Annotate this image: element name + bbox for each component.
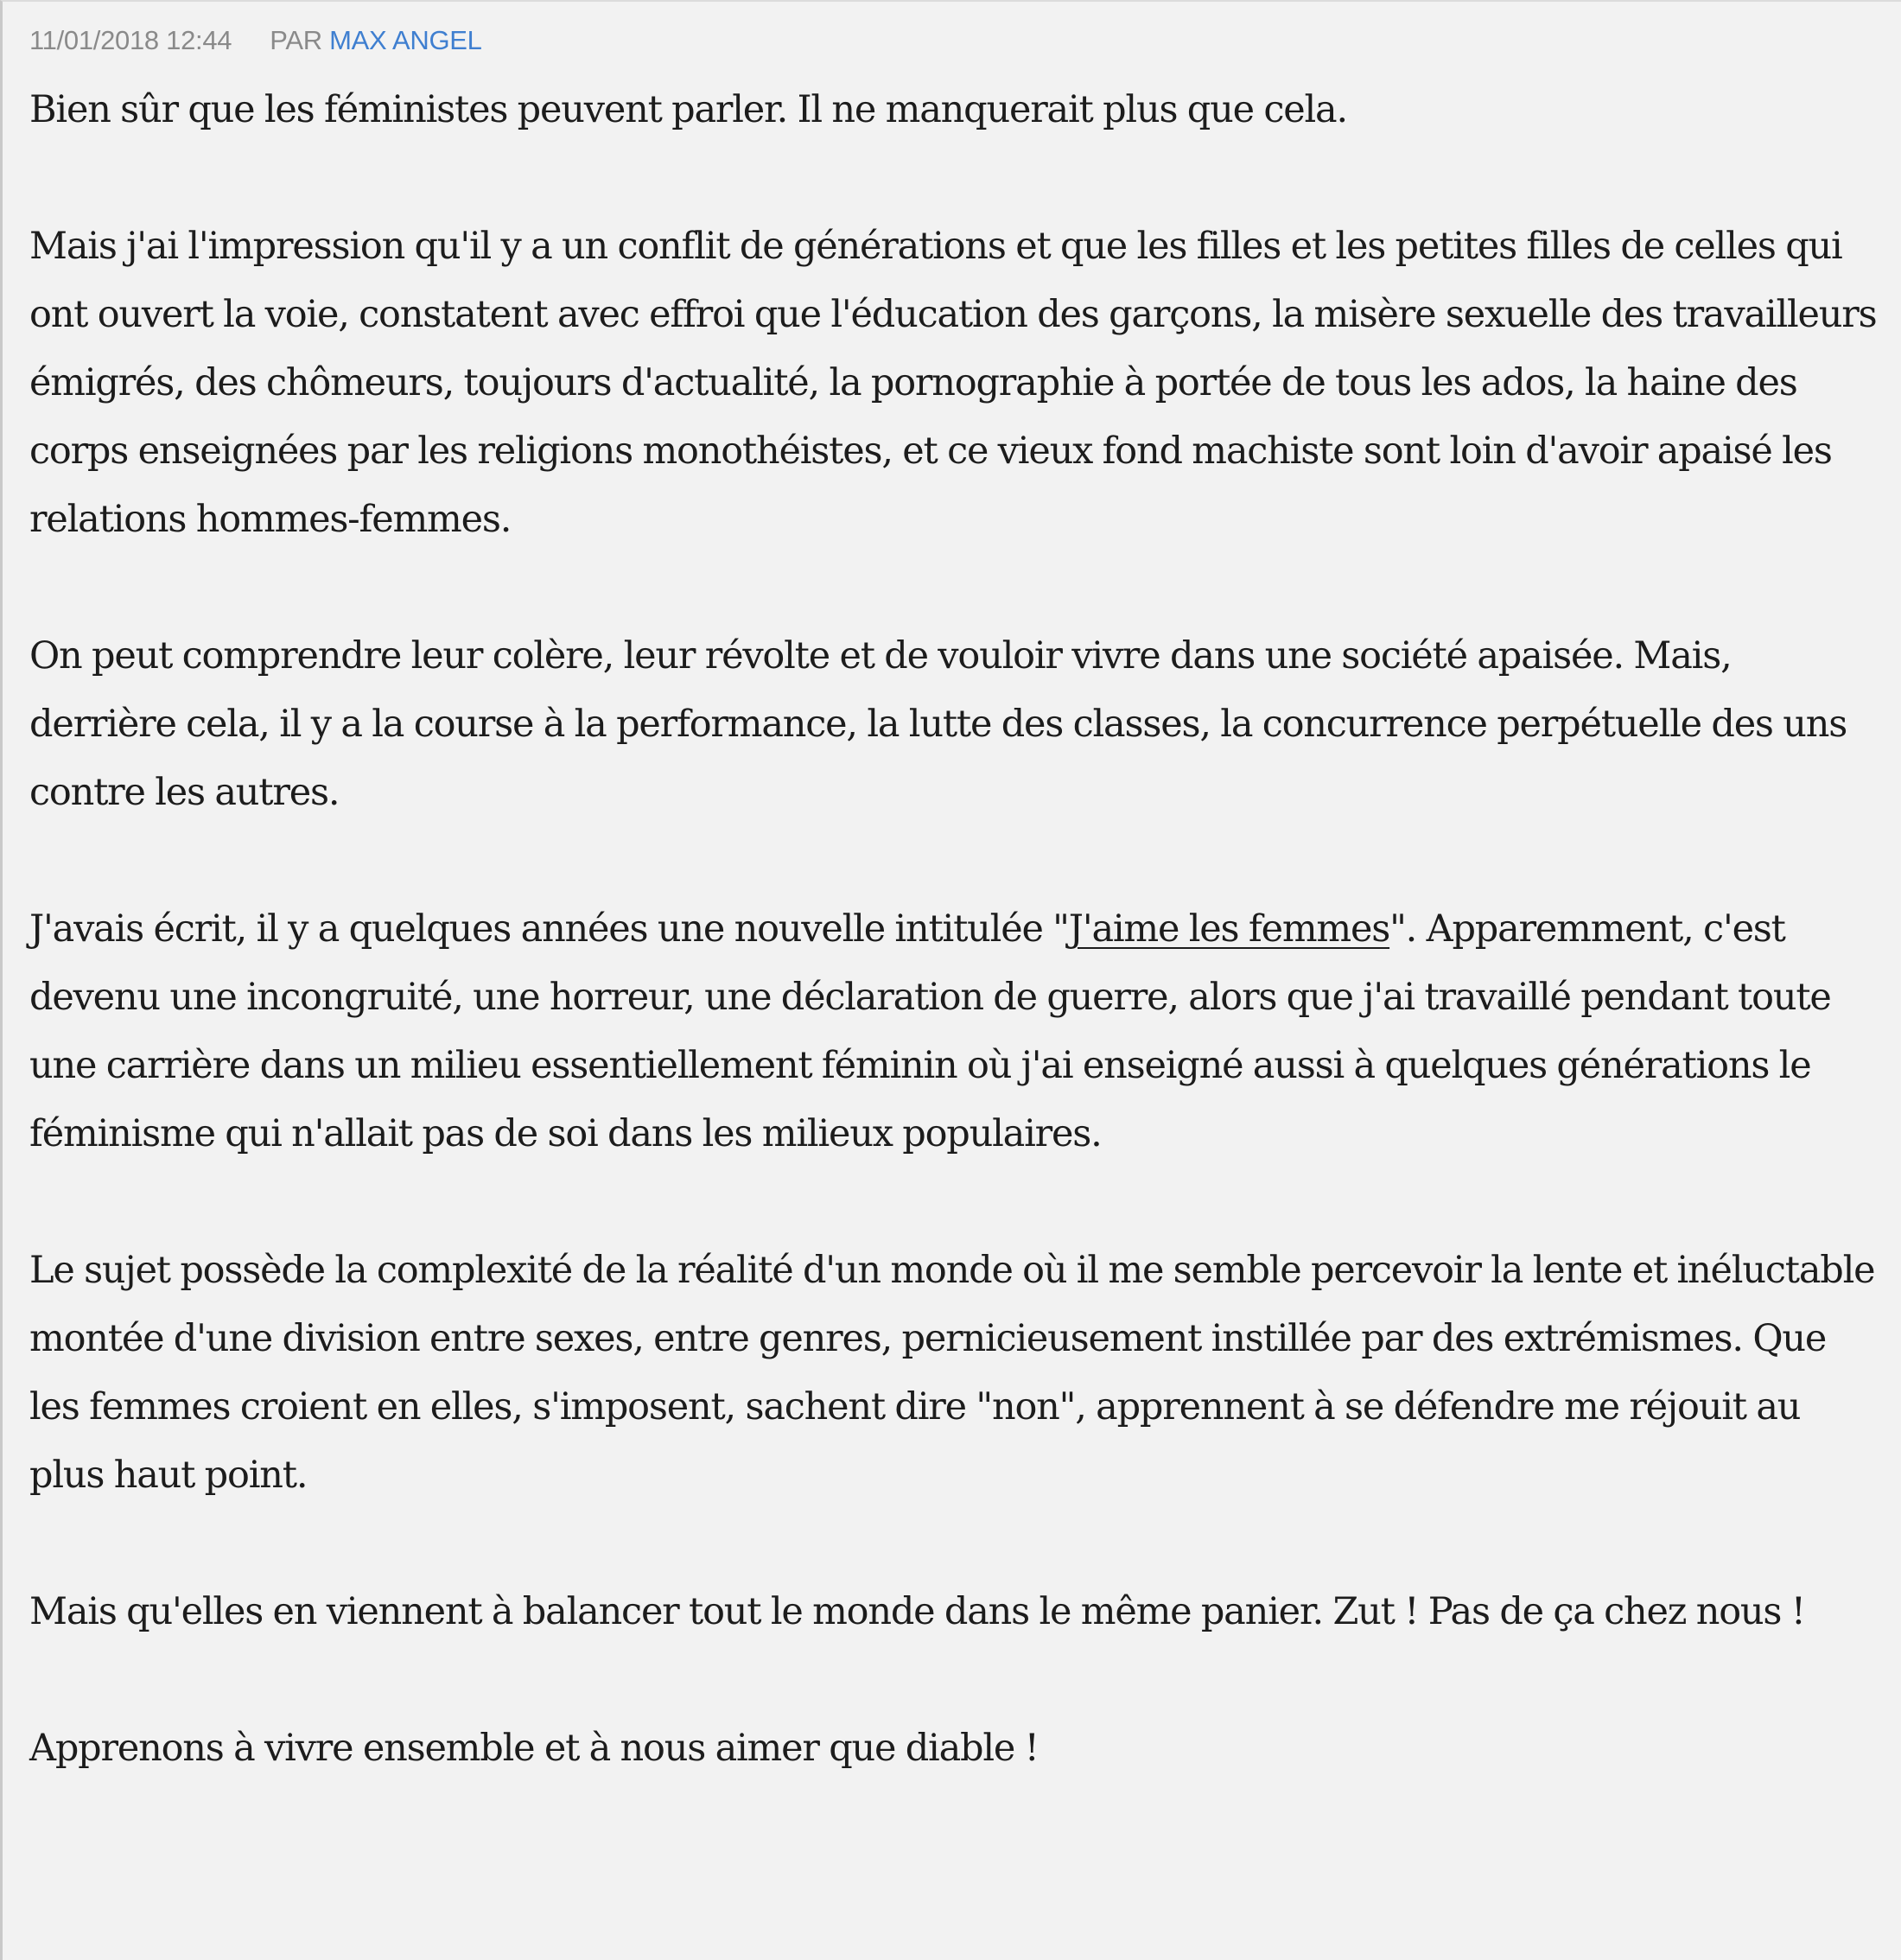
paragraph-4-before-link: J'avais écrit, il y a quelques années une nouvelle intitulée " [29,907,1069,951]
comment-paragraph-1: Bien sûr que les féministes peuvent parler. Il ne manquerait plus que cela. [29,88,1347,131]
comment-meta [29,21,1884,60]
author-link[interactable]: MAX ANGEL [329,25,482,55]
paragraph-4-after-link: ". Apparemment, c'est devenu une incongruité, une horreur, une déclaration de guerre, alors que j'ai travaillé pendant toute une carrière dans un milieu essentiellement féminin où j'ai enseigné aussi à quelques générations le féminisme qui n'allait pas de soi dans les milieux populaires. [29,907,1831,1155]
story-link[interactable]: J'aime les femmes [1068,907,1390,951]
comment-paragraph-5: Le sujet possède la complexité de la réalité d'un monde où il me semble percevoir la lente et inéluctable montée d'une division entre sexes, entre genres, pernicieusement instillée par des extrémismes. Que les femmes croient en elles, s'imposent, sachent dire "non", apprennent à se défendre me réjouit au plus haut point. [29,1249,1875,1497]
comment-paragraph-3: On peut comprendre leur colère, leur révolte et de vouloir vivre dans une société apaisée. Mais, derrière cela, il y a la course à la performance, la lutte des classes, la concurrence perpétuelle des uns contre les autres. [29,634,1847,814]
comment-paragraph-6: Mais qu'elles en viennent à balancer tout le monde dans le même panier. Zut ! Pas de ça chez nous ! [29,1590,1805,1633]
by-label: PAR [270,25,322,55]
comment-paragraph-7: Apprenons à vivre ensemble et à nous aimer que diable ! [29,1727,1039,1770]
comment-paragraph-2: Mais j'ai l'impression qu'il y a un conflit de générations et que les filles et les petites filles de celles qui ont ouvert la voie, constatent avec effroi que l'éducation des garçons, la misère sexuelle des travailleurs émigrés, des chômeurs, toujours d'actualité, la pornographie à portée de tous les ados, la haine des corps enseignées par les religions monothéistes, et ce vieux fond machiste sont loin d'avoir apaisé les relations hommes-femmes. [29,225,1877,541]
comment-body [29,76,1884,1783]
comment-paragraph-4 [29,895,1884,1168]
comment-timestamp: 11/01/2018 12:44 [29,25,232,55]
